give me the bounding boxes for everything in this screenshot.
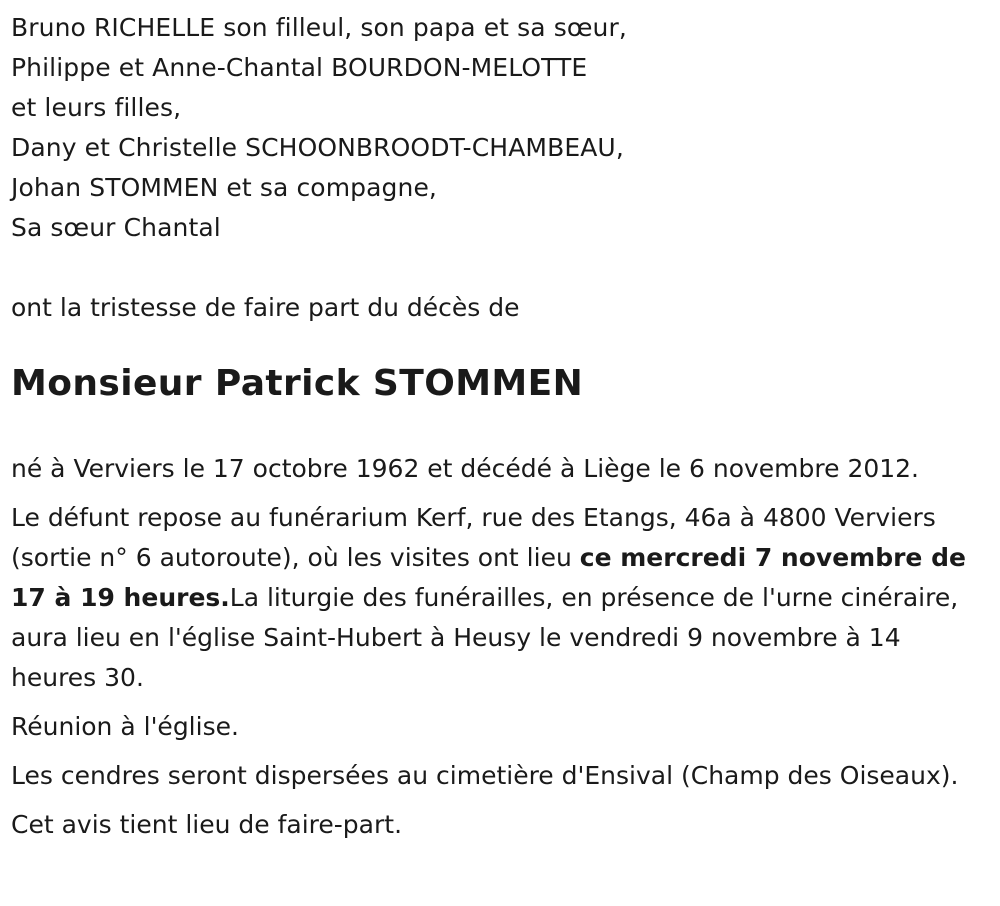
funeral-details [11, 498, 976, 698]
visit-time: ce mercredi 7 novembre de 17 à 19 heures. [11, 543, 966, 612]
announcement: ont la tristesse de faire part du décès de [11, 293, 520, 322]
meeting-note: Réunion à l'église. [11, 712, 239, 741]
family-list [11, 8, 990, 248]
family-line: Philippe et Anne-Chantal BOURDON-MELOTTE [11, 53, 588, 82]
family-line: Sa sœur Chantal [11, 213, 221, 242]
family-line: Johan STOMMEN et sa compagne, [11, 173, 437, 202]
notice-note: Cet avis tient lieu de faire-part. [11, 810, 403, 839]
ashes-note: Les cendres seront dispersées au cimetière d'Ensival (Champ des Oiseaux). [11, 761, 959, 790]
funeral-details-liturgy: La liturgie des funérailles, en présence de l'urne cinéraire, aura lieu en l'église Saint-Hubert à Heusy le vendredi 9 novembre à 14 heures 30. [11, 583, 959, 692]
family-line: Bruno RICHELLE son filleul, son papa et sa sœur, [11, 13, 627, 42]
family-line: Dany et Christelle SCHOONBROODT-CHAMBEAU, [11, 133, 624, 162]
funeral-details-intro: Le défunt repose au funérarium Kerf, rue des Etangs, 46a à 4800 Verviers (sortie n° 6 autoroute), où les visites ont lieu [11, 503, 936, 572]
birth-death-dates: né à Verviers le 17 octobre 1962 et décédé à Liège le 6 novembre 2012. [11, 454, 920, 483]
deceased-name: Monsieur Patrick STOMMEN [11, 363, 584, 404]
family-line: et leurs filles, [11, 93, 182, 122]
